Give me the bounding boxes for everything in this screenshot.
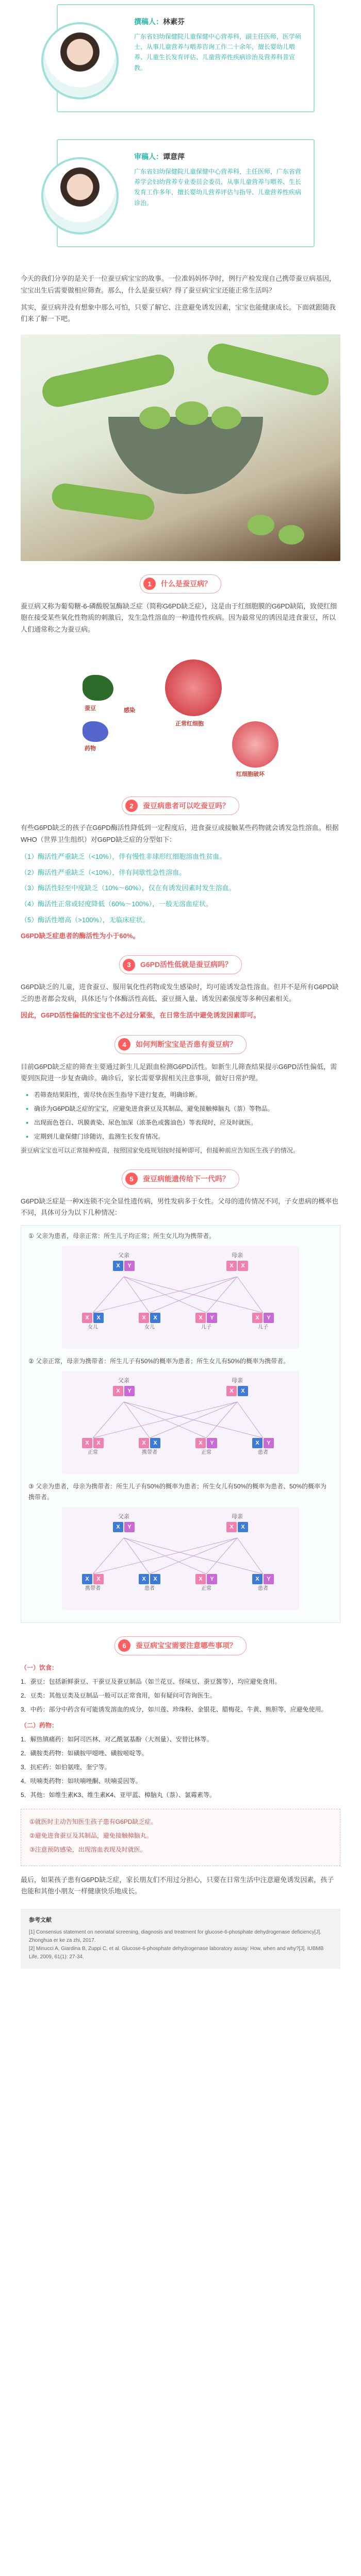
writer-name: 林素芬 <box>163 18 185 26</box>
section-1-header <box>0 574 361 594</box>
drug-item: 5．其他：如维生素K3、维生素K4、亚甲蓝、樟脑丸（萘）、氯霉素等。 <box>21 1791 216 1799</box>
section-4-tail: 蚕豆病宝宝也可以正常接种疫苗，按照国家免疫规划按时接种即可，但接种前应告知医生孩子的情况。 <box>21 1147 300 1154</box>
list-item: ● 出现面色苍白、巩膜黄染、尿色加深（浓茶色或酱油色）等表现时，应及时就医。 <box>26 1117 335 1128</box>
section-6-number: 6 <box>118 1639 130 1652</box>
section-5-header <box>0 1170 361 1189</box>
father-genotype: 父亲 X Y <box>101 1251 147 1272</box>
who-type-item: （3）酶活性轻至中度缺乏（10%～60%），仅在有诱发因素时发生溶血。 <box>21 884 236 892</box>
who-type-item: （2）酶活性严重缺乏（<10%），伴有间歇性急性溶血。 <box>21 868 186 876</box>
food-heading: （一）饮食： <box>21 1664 58 1671</box>
reviewer-bio: 广东省妇幼保健院儿童保健中心营养科，主任医师，广东省营养学会妇幼营养专业委员会委员，从事儿童营养与喂养、生长发育工作多年，擅长婴幼儿营养评估与指导、儿童营养性疾病诊治。 <box>134 167 302 207</box>
red-blood-cell-icon <box>165 659 222 716</box>
who-classification-list <box>0 851 361 926</box>
drug-item: 1．解热镇痛药：如阿司匹林、对乙酰氨基酚（大剂量）、安替比林等。 <box>21 1735 213 1743</box>
section-4-text: 目前G6PD缺乏症的筛查主要通过新生儿足跟血检测G6PD活性。如新生儿筛查结果提示G6PD活性偏低，需要到医院进一步复查确诊。确诊后，家长需要掌握相关注意事项，做好日常护理。 <box>21 1062 337 1082</box>
reviewer-avatar <box>41 157 119 234</box>
list-item: ● 确诊为G6PD缺乏症的宝宝，应避免进食蚕豆及其制品，避免接触樟脑丸（萘）等物品。 <box>26 1104 335 1114</box>
section-2-header <box>0 796 361 816</box>
section-2-text: 有些G6PD缺乏的孩子在G6PD酶活性降低到一定程度后，进食蚕豆或接触某些药物就会诱发急性溶血。根据WHO（世界卫生组织）对G6PD缺乏症的分型如下： <box>21 824 339 843</box>
section-1-number: 1 <box>143 578 156 590</box>
inheritance-panel <box>62 1246 299 1349</box>
mother-genotype: 母亲 X X <box>214 1251 260 1272</box>
reminder-item: ③注意预防感染，出现溶血表现及时就医。 <box>29 1845 146 1853</box>
intro-paragraph: 其实，蚕豆病并没有想象中那么可怕，只要了解它、注意避免诱发因素，宝宝也能健康成长。下面就跟随我们来了解一下吧。 <box>21 303 336 323</box>
drug-heading: （二）药物： <box>21 1721 58 1729</box>
fava-bean-photo <box>21 334 340 561</box>
writer-bio: 广东省妇幼保健院儿童保健中心营养科，副主任医师，医学硕士，从事儿童营养与喂养咨询工作二十余年，擅长婴幼儿喂养、儿童生长发育评估、儿童营养性疾病诊治及营养科普宣教。 <box>134 32 302 72</box>
inheritance-case: ③ 父亲为患者，母亲为携带者：所生儿子有50%的概率为患者；所生女儿有50%的概率为患者、50%的概率为携带者。 <box>28 1483 327 1501</box>
who-type-item: （5）酶活性增高（>100%），无临床症状。 <box>21 916 150 924</box>
reminder-box <box>21 1809 340 1866</box>
burst-cell-icon <box>232 721 278 768</box>
section-6-title: 蚕豆病宝宝需要注意哪些事项？ <box>136 1641 237 1650</box>
inheritance-panel: 父亲 X Y 母亲 X X X X 携带者 X X 患者 X Y 正常 X Y 患者 <box>62 1507 299 1610</box>
references <box>21 1909 340 1969</box>
writer-label: 撰稿人： <box>134 18 163 26</box>
reviewer-name-line <box>134 150 303 163</box>
section-5-number: 5 <box>125 1173 138 1185</box>
list-item: ● 定期到儿童保健门诊随访，监测生长发育情况。 <box>26 1131 335 1142</box>
section-5-text: G6PD缺乏症是一种X连锁不完全显性遗传病，男性发病多于女性。父母的遗传情况不同，子女患病的概率也不同，具体可分为以下几种情况： <box>21 1197 339 1217</box>
references-title: 参考文献 <box>29 1917 52 1923</box>
who-type-item: （1）酶活性严重缺乏（<10%），伴有慢性非球形红细胞溶血性贫血。 <box>21 852 226 860</box>
section-3-title: G6PD活性低就是蚕豆病吗？ <box>140 960 233 969</box>
drug-item: 2．磺胺类药物：如磺胺甲噁唑、磺胺嘧啶等。 <box>21 1749 148 1757</box>
drug-item: 4．呋喃类药物：如呋喃唑酮、呋喃妥因等。 <box>21 1777 142 1785</box>
inheritance-lines <box>62 1246 299 1349</box>
section-4-header <box>0 1035 361 1054</box>
section-3-number: 3 <box>123 959 135 971</box>
drug-item: 3．抗疟药：如伯氨喹、奎宁等。 <box>21 1763 111 1771</box>
section-3-text: G6PD缺乏的儿童，进食蚕豆、服用氧化性药物或发生感染时，均可能诱发急性溶血。但并不是所有G6PD缺乏的患者都会发病，具体还与个体酶活性高低、蚕豆摄入量、诱发因素强度等多种因素相关。 <box>21 982 339 1003</box>
intro-paragraph: 今天的我们分享的是关于一位蚕豆病宝宝的故事。一位准妈妈怀孕时，例行产检发现自己携带蚕豆病基因，宝宝出生后需要做相应筛查。那么，什么是蚕豆病？得了蚕豆病宝宝还能正常生活吗？ <box>21 275 336 294</box>
food-item: 2．豆类：其他豆类及豆制品一般可以正常食用，如有疑问可咨询医生。 <box>21 1691 216 1699</box>
child-genotype: X X 女儿 <box>75 1313 111 1332</box>
inheritance-diagrams <box>21 1225 340 1623</box>
bean-illustration <box>83 675 113 701</box>
closing-paragraph: 最后，如果孩子患有G6PD缺乏症，家长朋友们不用过分担心，只要在日常生活中注意避免诱发因素，孩子也能和其他小朋友一样健康快乐地成长。 <box>21 1875 334 1895</box>
reminder-item: ①就医时主动告知医生孩子患有G6PD缺乏症。 <box>29 1818 157 1825</box>
writer-name-line <box>134 15 303 28</box>
child-genotype: X Y 儿子 <box>188 1313 224 1332</box>
food-item: 1．蚕豆：包括新鲜蚕豆、干蚕豆及蚕豆制品（如兰花豆、怪味豆、蚕豆酱等），均应避免食用。 <box>21 1677 281 1685</box>
inheritance-case: ② 父亲正常，母亲为携带者：所生儿子有50%的概率为患者；所生女儿有50%的概率为携带者。 <box>28 1358 290 1365</box>
drug-illustration <box>83 721 108 742</box>
section-3-highlight: 因此，G6PD活性偏低的宝宝也不必过分紧张，在日常生活中避免诱发因素即可。 <box>21 1011 260 1020</box>
section-1-title: 什么是蚕豆病？ <box>161 580 211 588</box>
reviewer-label: 审稿人： <box>134 152 163 161</box>
who-type-item: （4）酶活性正常或轻度降低（60%～100%），一般无溶血症状。 <box>21 900 212 908</box>
section-4-points <box>0 1090 361 1142</box>
list-item: ● 若筛查结果阳性，需尽快在医生指导下进行复查，明确诊断。 <box>26 1090 335 1100</box>
section-6-header <box>0 1636 361 1655</box>
section-3-header <box>0 955 361 974</box>
hemolysis-diagram: 蚕豆 药物 感染 正常红细胞 红细胞破坏 <box>77 644 284 783</box>
section-4-number: 4 <box>118 1038 130 1050</box>
reminder-item: ②避免进食蚕豆及其制品，避免接触樟脑丸。 <box>29 1832 153 1839</box>
section-4-title: 如何判断宝宝是否患有蚕豆病？ <box>136 1040 237 1048</box>
child-genotype: X X 女儿 <box>132 1313 168 1332</box>
section-1-text: 蚕豆病又称为葡萄糖-6-磷酸脱氢酶缺乏症（简称G6PD缺乏症），这是由于红细胞膜的G6PD缺陷，致使红细胞在接受某些氧化性物质的刺激后，发生急性溶血的一种遗传性疾病。因为最常见的诱因是进食蚕豆，所以人们通常称之为蚕豆病。 <box>21 602 337 633</box>
author-section <box>0 0 361 273</box>
food-item: 3．中药：部分中药含有可能诱发溶血的成分，如川莲、珍珠粉、金银花、腊梅花、牛黄、熊胆等，应避免使用。 <box>21 1705 327 1713</box>
reference-item: [1] Consensus statement on neonatal screening, diagnosis and treatment for glucose-6-phosphate dehydrogenase deficiency[J]. Zhonghua er ke za zhi, 2017. <box>29 1929 322 1943</box>
author-card-reviewer <box>57 139 315 247</box>
child-genotype: X Y 儿子 <box>245 1313 281 1332</box>
writer-avatar <box>41 22 119 99</box>
intro <box>0 273 361 325</box>
inheritance-case: ① 父亲为患者，母亲正常：所生儿子均正常；所生女儿均为携带者。 <box>28 1232 216 1240</box>
author-card-writer <box>57 4 315 112</box>
section-2-title: 蚕豆病患者可以吃蚕豆吗？ <box>143 801 229 810</box>
section-2-number: 2 <box>125 800 138 812</box>
section-2-note: G6PD缺乏症患者的酶活性为小于60%。 <box>21 931 140 940</box>
inheritance-panel: 父亲 X Y 母亲 X X X X 正常 X X 携带者 X Y 正常 X Y 患者 <box>62 1371 299 1474</box>
reference-item: [2] Minucci A, Giardina B, Zuppi C, et al. Glucose-6-phosphate dehydrogenase laboratory assay: How, when and why?[J]. IUBMB Life, 2009, 61(1): 27-34. <box>29 1945 324 1960</box>
reviewer-name: 谭意萍 <box>163 152 185 161</box>
section-5-title: 蚕豆病能遗传给下一代吗？ <box>143 1175 229 1183</box>
precautions <box>0 1663 361 1801</box>
